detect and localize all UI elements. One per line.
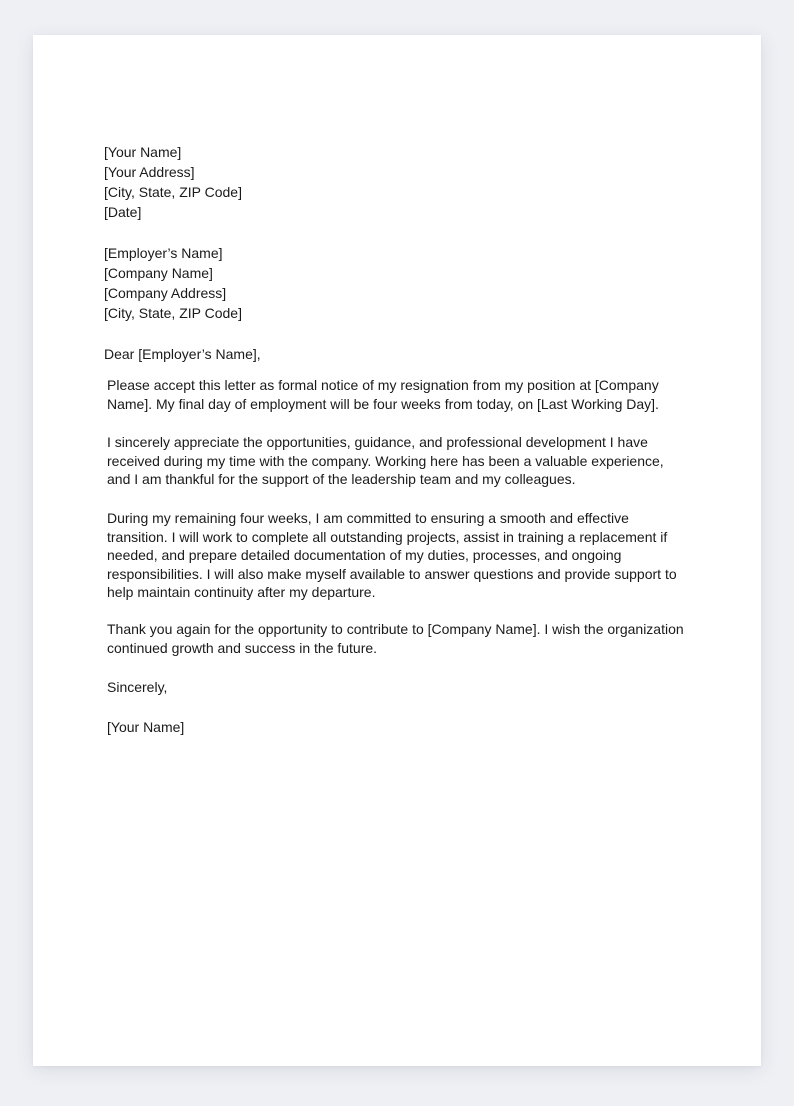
paragraph-line: Name]. My final day of employment will be four weeks from today, on [Last Working Day]. bbox=[107, 395, 659, 412]
paragraph-line: transition. I will work to complete all outstanding projects, assist in training a replacement if bbox=[107, 528, 668, 545]
signature-name: [Your Name] bbox=[107, 719, 185, 735]
paragraph-line: Please accept this letter as formal notice of my resignation from my position at [Company bbox=[107, 377, 659, 393]
paragraph-line: responsibilities. I will also make myself available to answer questions and provide support to bbox=[107, 565, 677, 582]
paragraph-appreciation bbox=[107, 433, 697, 489]
company-name: [Company Name] bbox=[104, 265, 213, 281]
paragraph-line: and I am thankful for the support of the leadership team and my colleagues. bbox=[107, 471, 576, 487]
sender-address: [Your Address] bbox=[104, 164, 195, 180]
paragraph-transition bbox=[107, 509, 697, 602]
paragraph-line: I sincerely appreciate the opportunities, guidance, and professional development I have bbox=[107, 434, 648, 450]
recipient-city-state-zip: [City, State, ZIP Code] bbox=[104, 305, 242, 321]
paragraph-line: continued growth and success in the future. bbox=[107, 639, 378, 656]
letter-page bbox=[33, 35, 761, 1066]
paragraph-line: needed, and prepare detailed documentation of my duties, processes, and ongoing bbox=[107, 547, 622, 563]
paragraph-line: Thank you again for the opportunity to contribute to [Company Name]. I wish the organization bbox=[107, 621, 684, 637]
closing: Sincerely, bbox=[107, 679, 168, 695]
employer-name: [Employer’s Name] bbox=[104, 245, 223, 261]
sender-city-state-zip: [City, State, ZIP Code] bbox=[104, 184, 242, 200]
salutation: Dear [Employer’s Name], bbox=[104, 346, 261, 362]
recipient-address-block bbox=[104, 243, 242, 323]
letter-date: [Date] bbox=[104, 204, 142, 220]
paragraph-thanks bbox=[107, 620, 697, 657]
paragraph-line: During my remaining four weeks, I am committed to ensuring a smooth and effective bbox=[107, 510, 629, 526]
company-address: [Company Address] bbox=[104, 285, 227, 301]
paragraph-resignation-notice bbox=[107, 376, 697, 413]
paragraph-line: received during my time with the company. Working here has been a valuable experience, bbox=[107, 452, 664, 469]
sender-address-block bbox=[104, 142, 242, 222]
sender-name: [Your Name] bbox=[104, 144, 182, 160]
paragraph-line: help maintain continuity after my departure. bbox=[107, 584, 376, 600]
